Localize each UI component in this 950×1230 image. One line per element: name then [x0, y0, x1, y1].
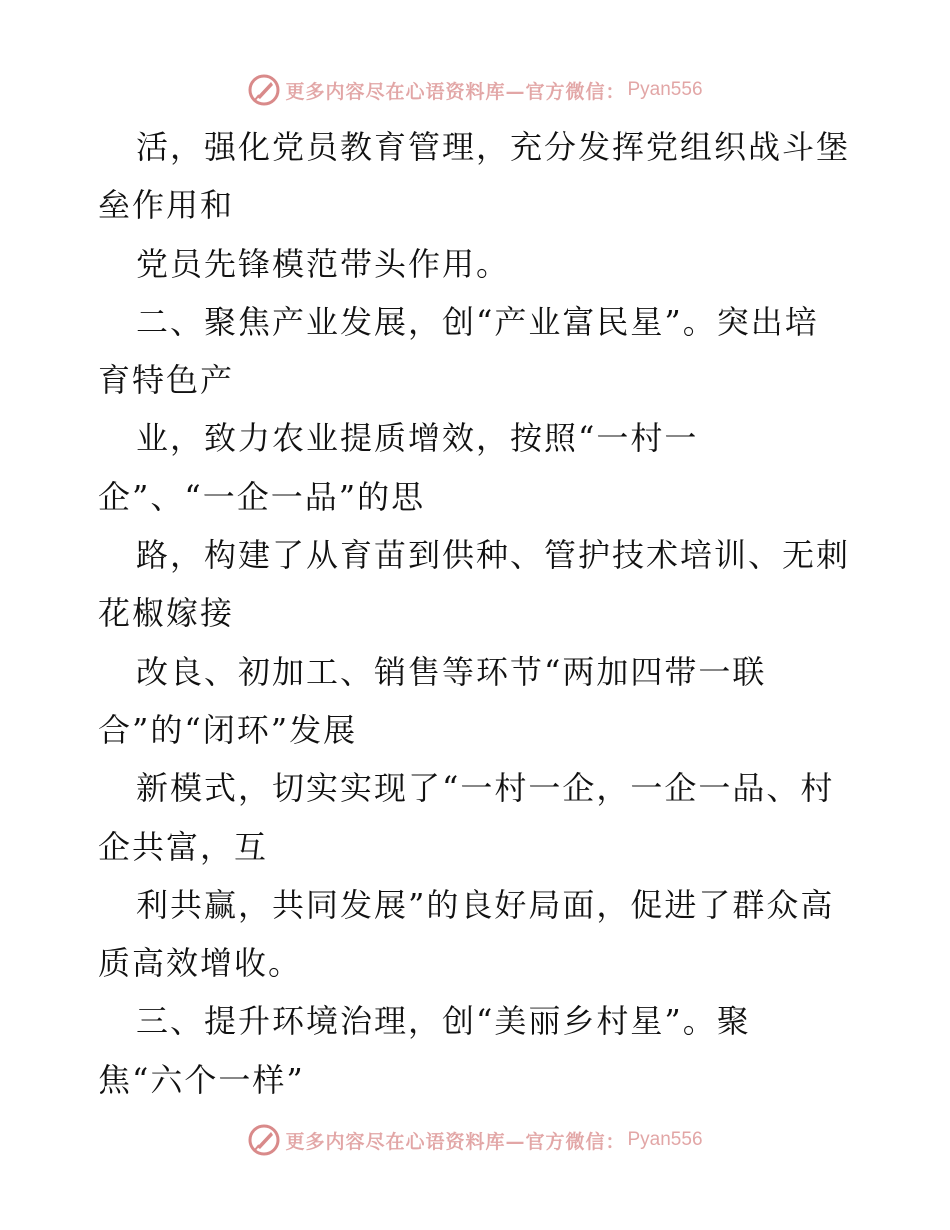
text-line: 活，强化党员教育管理，充分发挥党组织战斗堡 [136, 128, 851, 166]
text-line: 合”的“闭环”发展 [98, 710, 358, 749]
header-watermark [0, 70, 950, 110]
text-line: 党员先锋模范带头作用。 [136, 244, 511, 283]
text-line: 新模式，切实实现了“一村一企，一企一品、村 [136, 769, 835, 808]
text-line: 改良、初加工、销售等环节“两加四带一联 [136, 652, 767, 691]
footer-watermark [0, 1120, 950, 1160]
watermark-id: Pyan556 [627, 79, 703, 100]
text-line: 垒作用和 [98, 186, 235, 225]
watermark-text: 更多内容尽在心语资料库—官方微信： [285, 1130, 626, 1153]
text-line: 育特色产 [98, 361, 235, 400]
text-line: 花椒嫁接 [98, 594, 235, 633]
watermark-id: Pyan556 [627, 1129, 703, 1150]
text-line: 三、提升环境治理，创“美丽乡村星”。聚 [136, 1002, 751, 1041]
text-line: 路，构建了从育苗到供种、管护技术培训、无刺 [136, 536, 851, 575]
quill-logo-icon [247, 73, 281, 107]
document-body [98, 118, 858, 1109]
text-line: 企共富，互 [98, 827, 269, 866]
text-line: 业，致力农业提质增效，按照“一村一 [136, 419, 699, 458]
text-line: 焦“六个一样” [98, 1060, 305, 1099]
watermark-text: 更多内容尽在心语资料库—官方微信： [285, 80, 626, 103]
text-line: 质高效增收。 [98, 944, 303, 983]
text-line: 企”、“一企一品”的思 [98, 477, 426, 516]
text-line: 二、聚焦产业发展，创“产业富民星”。突出培 [136, 302, 819, 341]
quill-logo-icon [247, 1123, 281, 1157]
text-line: 利共赢，共同发展”的良好局面，促进了群众高 [136, 885, 835, 924]
